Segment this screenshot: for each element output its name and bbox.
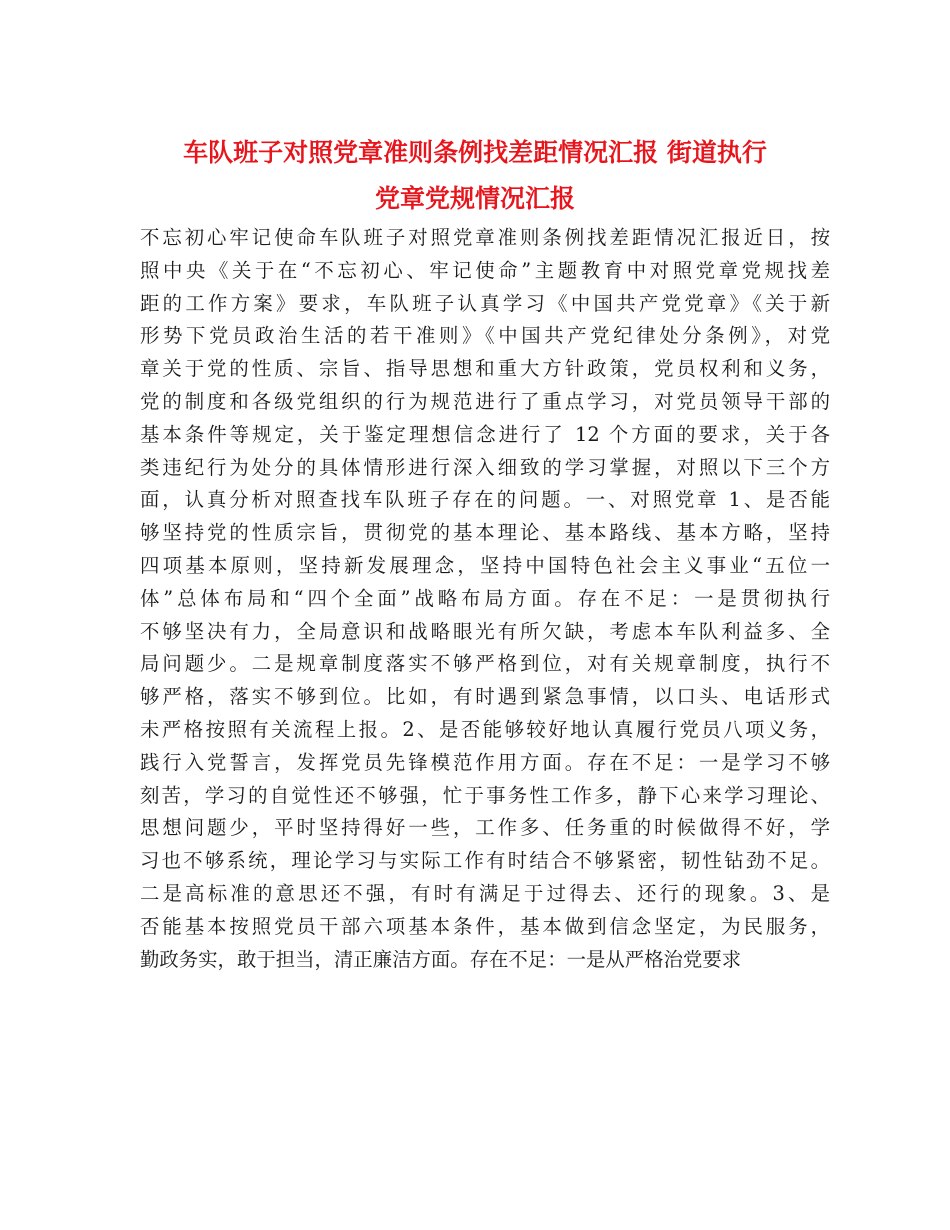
body-line: 面，认真分析对照查找车队班子存在的问题。一、对照党章 1、是否能 (140, 488, 830, 512)
body-line: 体”总体布局和“四个全面”战略布局方面。存在不足：一是贯彻执行 (140, 586, 830, 610)
body-line: 基本条件等规定，关于鉴定理想信念进行了 12 个方面的要求，关于各 (140, 422, 830, 446)
body-line: 够严格，落实不够到位。比如，有时遇到紧急事情，以口头、电话形式 (140, 685, 830, 709)
body-line: 不够坚决有力，全局意识和战略眼光有所欠缺，考虑本车队利益多、全 (140, 619, 830, 643)
body-line: 类违纪行为处分的具体情形进行深入细致的学习掌握，对照以下三个方 (140, 455, 830, 479)
document-body (140, 222, 830, 976)
body-line: 不忘初心牢记使命车队班子对照党章准则条例找差距情况汇报近日，按 (140, 226, 830, 249)
body-line: 局问题少。二是规章制度落实不够严格到位，对有关规章制度，执行不 (140, 652, 830, 676)
title-line-2: 党章党规情况汇报 (374, 184, 575, 213)
body-line: 否能基本按照党员干部六项基本条件，基本做到信念坚定，为民服务， (140, 914, 830, 938)
body-line: 刻苦，学习的自觉性还不够强，忙于事务性工作多，静下心来学习理论、 (140, 783, 830, 807)
body-line: 勤政务实，敢于担当，清正廉洁方面。存在不足：一是从严格治党要求 (140, 947, 742, 971)
body-line: 党的制度和各级党组织的行为规范进行了重点学习，对党员领导干部的 (140, 389, 830, 413)
body-line: 践行入党誓言，发挥党员先锋模范作用方面。存在不足：一是学习不够 (140, 750, 830, 774)
body-line: 距的工作方案》要求，车队班子认真学习《中国共产党党章》《关于新 (140, 291, 830, 315)
body-line: 章关于党的性质、宗旨、指导思想和重大方针政策，党员权利和义务， (140, 357, 830, 381)
body-line: 思想问题少，平时坚持得好一些，工作多、任务重的时候做得不好，学 (140, 816, 830, 840)
document-title (120, 130, 830, 222)
body-line: 习也不够系统，理论学习与实际工作有时结合不够紧密，韧性钻劲不足。 (140, 849, 830, 873)
body-line: 形势下党员政治生活的若干准则》《中国共产党纪律处分条例》，对党 (140, 324, 830, 348)
title-line-1: 车队班子对照党章准则条例找差距情况汇报 街道执行 (183, 138, 767, 167)
body-line: 未严格按照有关流程上报。2、是否能够较好地认真履行党员八项义务， (140, 717, 830, 741)
body-line: 照中央《关于在“不忘初心、牢记使命”主题教育中对照党章党规找差 (140, 258, 830, 282)
body-line: 二是高标准的意思还不强，有时有满足于过得去、还行的现象。3、是 (140, 881, 830, 905)
body-line: 够坚持党的性质宗旨，贯彻党的基本理论、基本路线、基本方略，坚持 (140, 521, 830, 545)
body-line: 四项基本原则，坚持新发展理念，坚持中国特色社会主义事业“五位一 (140, 553, 830, 577)
